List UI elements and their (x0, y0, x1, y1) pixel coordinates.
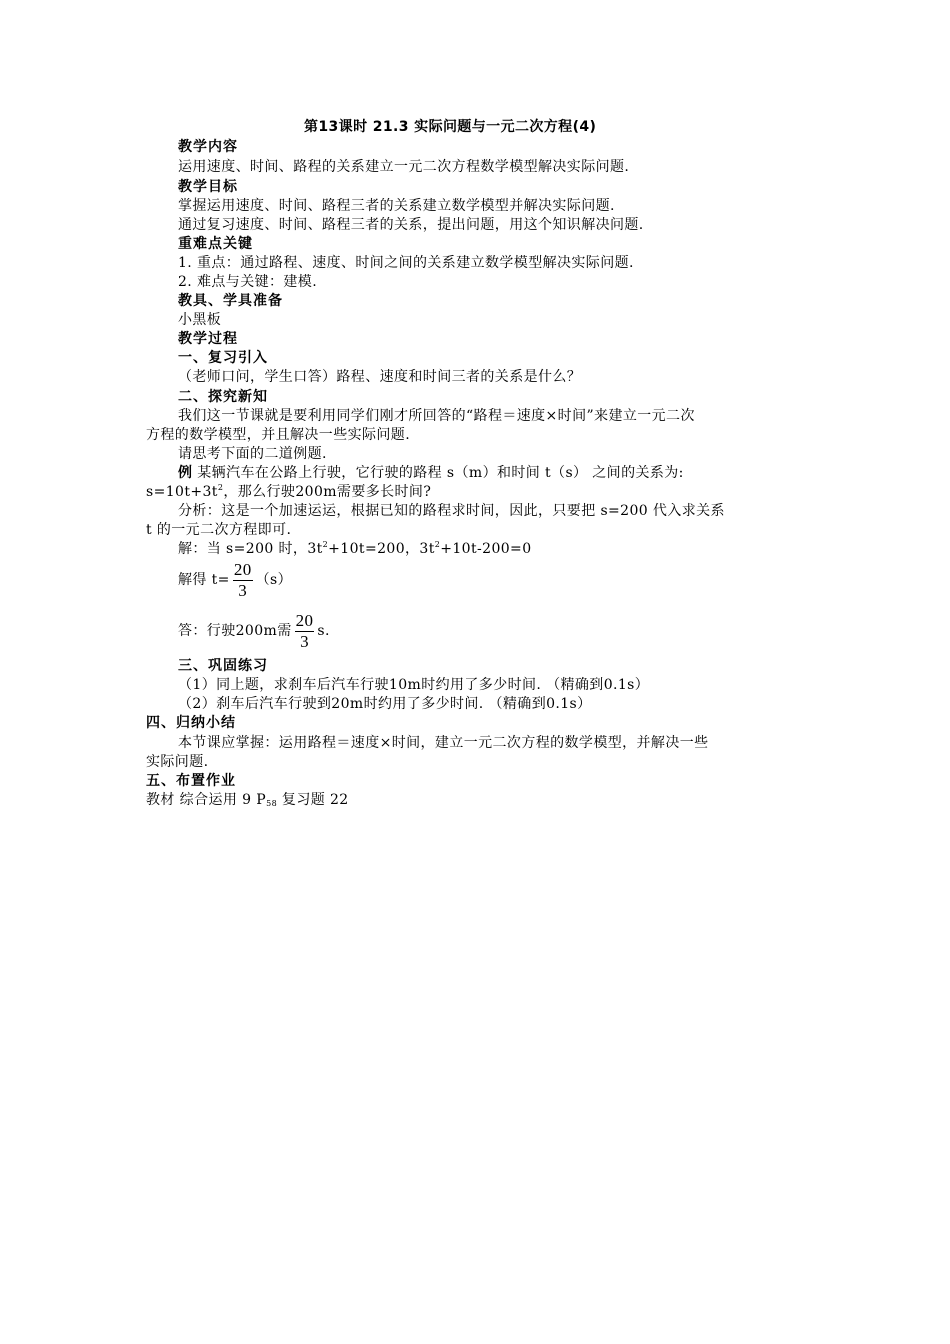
fraction-20-over-3 (233, 560, 253, 601)
answer-suffix: s. (317, 623, 330, 639)
answer-prefix: 答：行驶200m需 (178, 623, 292, 639)
superscript-2: 2 (322, 540, 329, 549)
key-text-2: 2. 难点与关键：建模. (178, 274, 318, 290)
example-question: ，那么行驶200m需要多长时间? (223, 484, 432, 500)
practice-item-2: （2）刹车后汽车行驶到20m时约用了多少时间. （精确到0.1s） (178, 696, 592, 712)
fraction-numerator: 20 (233, 559, 252, 579)
tools-text: 小黑板 (178, 312, 222, 328)
solve-unit: （s） (255, 572, 293, 588)
summary-heading: 四、归纳小结 (146, 715, 236, 731)
review-text: （老师口问，学生口答）路程、速度和时间三者的关系是什么？ (178, 369, 582, 385)
answer-line (178, 609, 330, 653)
explore-text-1: 我们这一节课就是要利用同学们刚才所回答的“路程＝速度×时间”来建立一元二次 (178, 408, 695, 424)
goal-heading: 教学目标 (178, 179, 238, 195)
lesson-title: 第13课时 21.3 实际问题与一元二次方程(4) (304, 119, 597, 135)
explore-text-2: 方程的数学模型，并且解决一些实际问题. (146, 427, 411, 443)
content-text: 运用速度、时间、路程的关系建立一元二次方程数学模型解决实际问题. (178, 159, 630, 175)
practice-item-1: （1）同上题，求刹车后汽车行驶10m时约用了多少时间. （精确到0.1s） (178, 677, 650, 693)
goal-text-1: 掌握运用速度、时间、路程三者的关系建立数学模型并解决实际问题. (178, 198, 615, 214)
solve-line (178, 558, 292, 602)
tools-heading: 教具、学具准备 (178, 293, 283, 309)
solution-part-a: 解：当 s=200 时，3t (178, 541, 323, 557)
homework-part-b: 复习题 22 (277, 792, 349, 808)
explore-text-3: 请思考下面的二道例题. (178, 446, 327, 462)
summary-text-2: 实际问题. (146, 754, 209, 770)
homework-heading: 五、布置作业 (146, 773, 236, 789)
solution-part-c: +10t-200=0 (440, 541, 532, 557)
fraction-20-over-3 (295, 611, 315, 652)
superscript-2: 2 (434, 540, 441, 549)
example-formula: s=10t+3t (146, 484, 218, 500)
example-line-2 (146, 482, 431, 502)
example-text-1: 某辆汽车在公路上行驶，它行驶的路程 s（m）和时间 t（s） 之间的关系为: (197, 465, 684, 481)
solve-prefix: 解得 t= (178, 572, 230, 588)
homework-part-a: 教材 综合运用 9 P (146, 792, 267, 808)
homework-text (146, 790, 349, 810)
solution-part-b: +10t=200，3t (328, 541, 435, 557)
analysis-line-1: 分析：这是一个加速运运，根据已知的路程求时间，因此，只要把 s=200 代入求关系 (178, 503, 725, 519)
key-text-1: 1. 重点：通过路程、速度、时间之间的关系建立数学模型解决实际问题. (178, 255, 634, 271)
explore-heading: 二、探究新知 (178, 389, 268, 405)
solution-line (178, 539, 532, 559)
practice-heading: 三、巩固练习 (178, 658, 268, 674)
summary-text-1: 本节课应掌握：运用路程＝速度×时间，建立一元二次方程的数学模型，并解决一些 (178, 735, 709, 751)
fraction-denominator: 3 (238, 580, 248, 600)
goal-text-2: 通过复习速度、时间、路程三者的关系，提出问题，用这个知识解决问题. (178, 217, 644, 233)
review-heading: 一、复习引入 (178, 350, 268, 366)
page-subscript: 58 (266, 799, 278, 808)
key-heading: 重难点关键 (178, 236, 253, 252)
content-heading: 教学内容 (178, 139, 238, 155)
fraction-denominator: 3 (300, 631, 309, 651)
superscript-2: 2 (217, 483, 224, 492)
example-label: 例 (178, 465, 193, 481)
process-heading: 教学过程 (178, 331, 238, 347)
example-line-1 (178, 463, 684, 483)
fraction-numerator: 20 (295, 610, 314, 630)
analysis-line-2: t 的一元二次方程即可. (146, 522, 292, 538)
